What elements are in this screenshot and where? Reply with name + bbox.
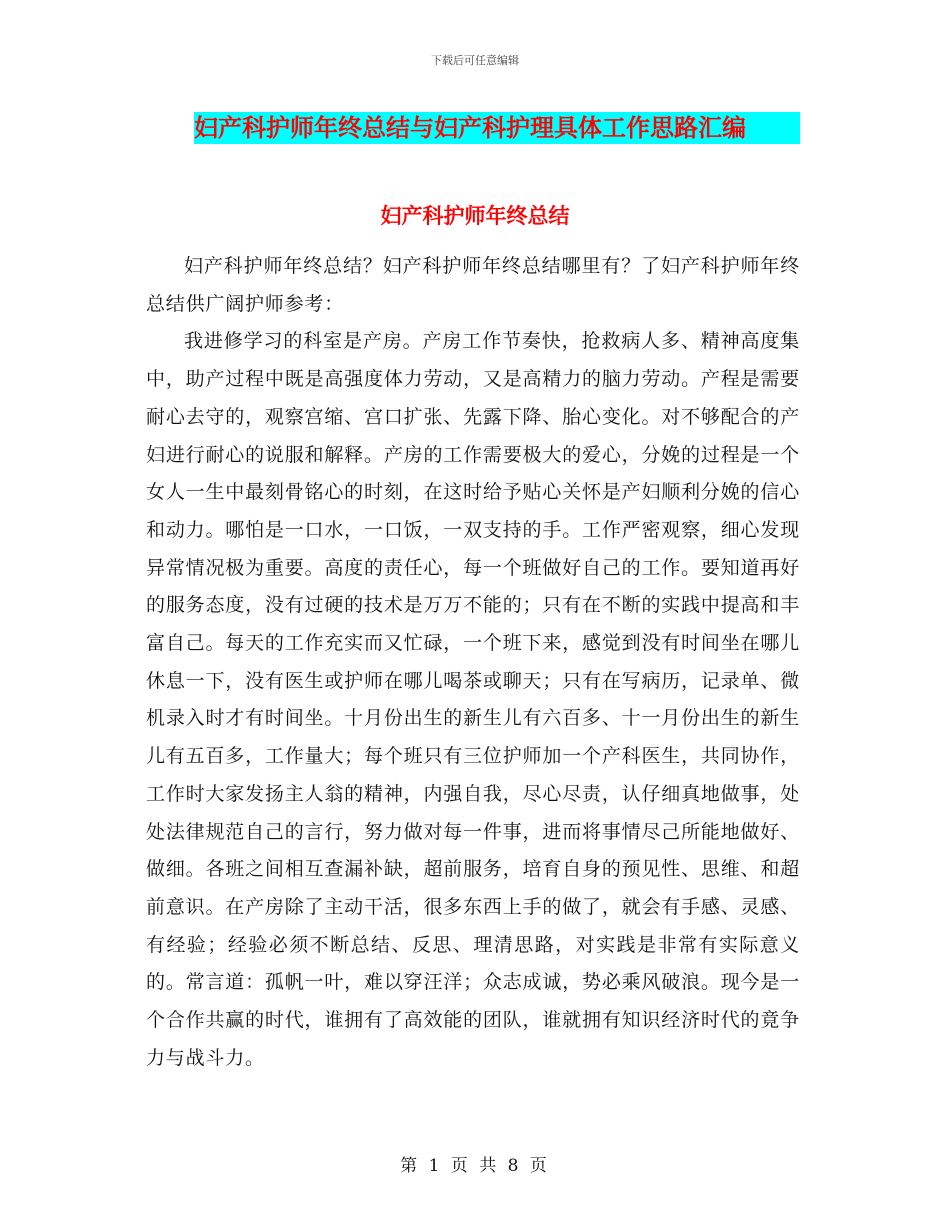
paragraph: 妇产科护师年终总结？妇产科护师年终总结哪里有？了妇产科护师年终总结供广阔护师参考： bbox=[146, 255, 800, 315]
document-body bbox=[146, 248, 800, 1077]
paragraph: 我进修学习的科室是产房。产房工作节奏快，抢救病人多、精神高度集中，助产过程中既是高强度体力劳动，又是高精力的脑力劳动。产程是需要耐心去守的，观察宫缩、宫口扩张、先露下降、胎心变化。对不够配合的产妇进行耐心的说服和解释。产房的工作需要极大的爱心，分娩的过程是一个女人一生中最刻骨铭心的时刻，在这时给予贴心关怀是产妇顺利分娩的信心和动力。哪怕是一口水，一口饭，一双支持的手。工作严密观察，细心发现异常情况极为重要。高度的责任心，每一个班做好自己的工作。要知道再好的服务态度，没有过硬的技术是万万不能的；只有在不断的实践中提高和丰富自己。每天的工作充实而又忙碌，一个班下来，感觉到没有时间坐在哪儿休息一下，没有医生或护师在哪儿喝茶或聊天；只有在写病历，记录单、微机录入时才有时间坐。十月份出生的新生儿有六百多、十一月份出生的新生儿有五百多，工作量大；每个班只有三位护师加一个产科医生，共同协作，工作时大家发扬主人翁的精神，内强自我，尽心尽责，认仔细真地做事，处处法律规范自己的言行，努力做对每一件事，进而将事情尽己所能地做好、做细。各班之间相互查漏补缺，超前服务，培育自身的预见性、思维、和超前意识。在产房除了主动干活，很多东西上手的做了，就会有手感、灵感、有经验；经验必须不断总结、反思、理清思路，对实践是非常有实际意义的。常言道：孤帆一叶，难以穿汪洋；众志成诚，势必乘风破浪。现今是一个合作共赢的时代，谁拥有了高效能的团队，谁就拥有知识经济时代的竟争力与战斗力。 bbox=[146, 330, 800, 1069]
section-title: 妇产科护师年终总结 bbox=[380, 204, 570, 228]
header-note: 下载后可任意编辑 bbox=[431, 54, 519, 67]
page-number: 第 1 页 共 8 页 bbox=[400, 1156, 550, 1176]
document-title: 妇产科护师年终总结与妇产科护理具体工作思路汇编 bbox=[194, 112, 800, 144]
